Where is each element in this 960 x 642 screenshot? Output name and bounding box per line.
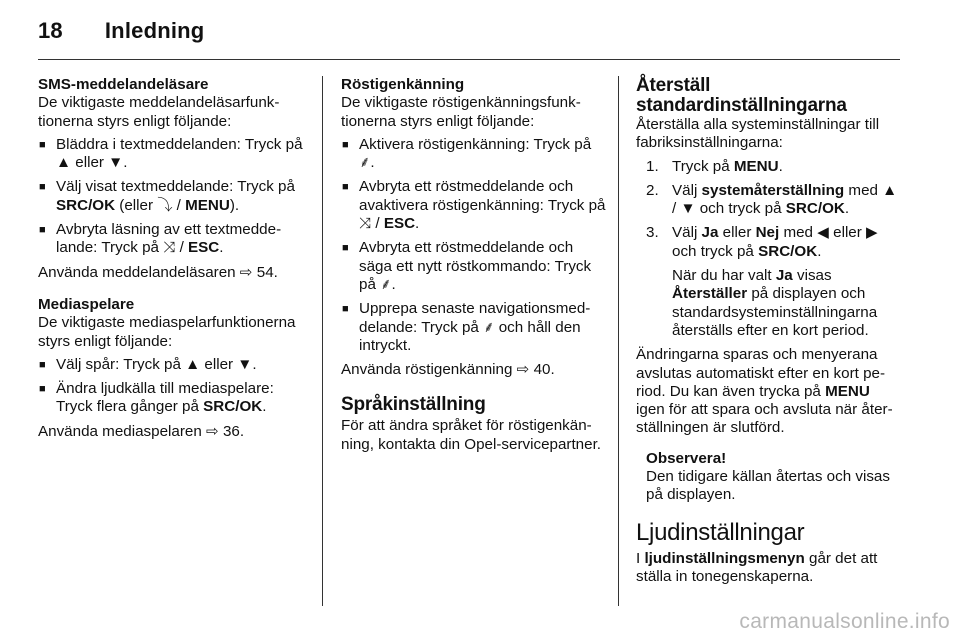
column-2 (341, 76, 607, 454)
media-player-heading: Mediaspelare (38, 295, 135, 313)
column-3 (636, 76, 902, 586)
column-divider-1 (322, 76, 323, 606)
reset-steps (636, 158, 902, 341)
reset-section (636, 76, 902, 505)
voice-recognition-list (341, 136, 607, 355)
list-item: ■ Bläddra i textmeddelanden: Tryck på ▲ eller ▼. (38, 136, 308, 173)
media-player-section (38, 296, 308, 441)
sound-settings-heading: Ljudinställningar (636, 518, 805, 546)
sms-reader-reference: Använda meddelandeläsaren ⇨ 54. (38, 263, 278, 281)
note-text: Den tidigare källan återtas och visas på displayen. (646, 468, 890, 504)
list-item: 1. Tryck på MENU. (646, 157, 783, 175)
list-item: 3. Välj Ja eller Nej med ◀ eller ▶ och tryck på SRC/OK. När du har valt Ja visas Återställer på displayen och standardsysteminställningarna återställs efter en kort period. (636, 224, 902, 340)
voice-recognition-intro: De viktigaste röstigenkänningsfunktionerna styrs enligt följande: (341, 94, 581, 130)
media-player-list (38, 356, 308, 417)
list-item: ■ Ändra ljudkälla till mediaspelare: Tryck flera gånger på SRC/OK. (38, 380, 308, 417)
media-player-reference: Använda mediaspelaren ⇨ 36. (38, 422, 245, 440)
list-item: ■ Välj spår: Tryck på ▲ eller ▼. (38, 356, 308, 374)
sms-reader-intro: De viktigaste meddelandeläsarfunktionerna styrs enligt följande: (38, 94, 280, 130)
reset-heading: Återställ standardinställningarna (636, 75, 847, 116)
list-item: ■ Välj visat textmeddelande: Tryck på SRC/OK (eller ⤵ / MENU). (38, 178, 308, 215)
list-item: 2. Välj systemåterställning med ▲ / ▼ och tryck på SRC/OK. (646, 181, 898, 218)
voice-recognition-section (341, 76, 607, 379)
reset-intro: Återställa alla systeminställningar till fabriksinställningarna: (636, 116, 880, 152)
list-item: ■ Avbryta läsning av ett textmeddelande: Tryck på ⤨ / ESC. (38, 221, 308, 258)
voice-recognition-reference: Använda röstigenkänning ⇨ 40. (341, 361, 555, 379)
language-section (341, 395, 607, 454)
voice-recognition-heading: Röstigenkänning (341, 76, 465, 93)
sms-reader-section (38, 76, 308, 282)
language-heading: Språkinställning (341, 394, 486, 416)
sound-settings-section (636, 519, 902, 587)
language-text: För att ändra språket för röstigenkänning, kontakta din Opel-servicepartner. (341, 417, 602, 453)
header-rule (38, 59, 900, 60)
media-player-intro: De viktigaste mediaspelarfunktionerna styrs enligt följande: (38, 314, 296, 350)
reset-step-3-detail: När du har valt Ja visas Återställer på displayen och standardsysteminställningarna återställs efter en kort period. (672, 267, 878, 339)
watermark: carmanualsonline.info (739, 610, 950, 633)
list-item: ■ Avbryta ett röstmeddelande och avaktivera röstigenkänning: Tryck på ⤨ / ESC. (341, 178, 607, 233)
sms-reader-list (38, 136, 308, 258)
page-number: 18 (38, 18, 63, 43)
note-box (646, 450, 902, 505)
column-1 (38, 76, 308, 455)
column-divider-2 (618, 76, 619, 606)
page-header (38, 18, 204, 44)
page-title: Inledning (104, 18, 205, 43)
list-item: ■ Avbryta ett röstmeddelande och säga ett nytt röstkommando: Tryck på ⸙. (341, 239, 607, 294)
note-title: Observera! (646, 449, 727, 467)
list-item: ■ Upprepa senaste navigationsmeddelande: Tryck på ⸙ och håll den intryckt. (341, 300, 607, 355)
reset-paragraph: Ändringarna sparas och menyerana avslutas automatiskt efter en kort period. Du kan även trycka på MENU igen för att spara och avsluta när återställningen är slutförd. (636, 346, 893, 437)
sms-reader-heading: SMS-meddelandeläsare (38, 76, 209, 93)
sound-settings-text: I ljudinställningsmenyn går det att ställa in tonegenskaperna. (636, 549, 878, 585)
list-item: ■ Aktivera röstigenkänning: Tryck på ⸙. (341, 136, 607, 173)
